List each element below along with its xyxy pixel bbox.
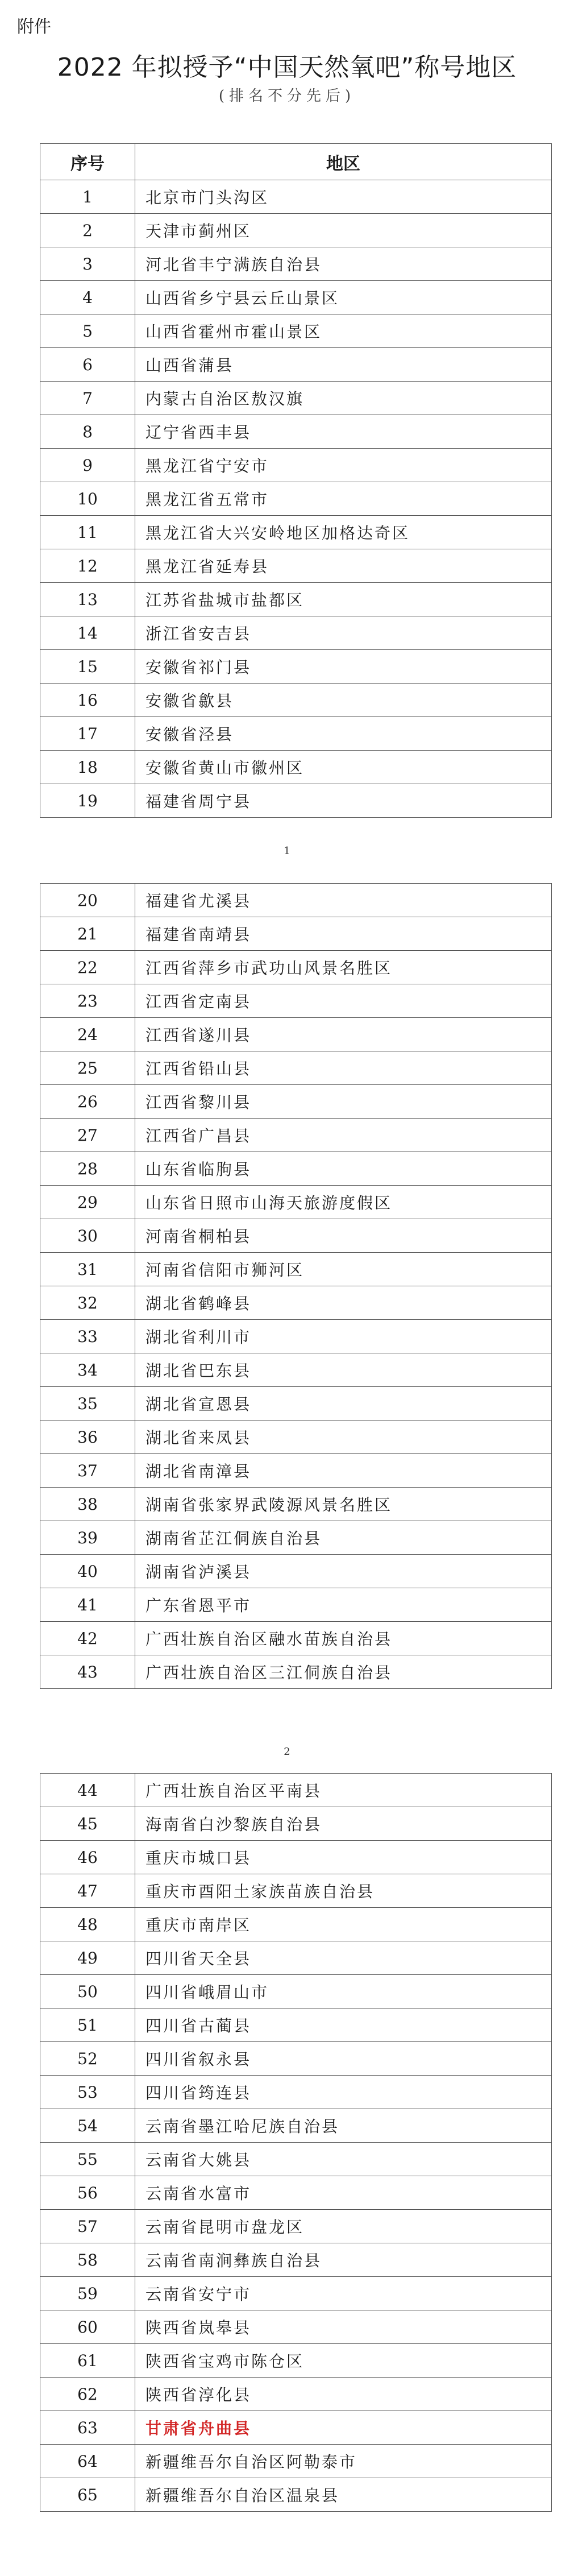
region-name: 辽宁省西丰县: [135, 415, 552, 449]
table-row: [40, 1420, 552, 1454]
row-number: 35: [40, 1387, 135, 1420]
table-row: [40, 1286, 552, 1320]
region-name: 安徽省歙县: [135, 684, 552, 717]
row-number: 12: [40, 549, 135, 583]
region-name: 广西壮族自治区三江侗族自治县: [135, 1655, 552, 1689]
row-number: 5: [40, 314, 135, 348]
page-number-1: 1: [284, 845, 290, 857]
table-row: [40, 1219, 552, 1253]
region-name: 四川省峨眉山市: [135, 1975, 552, 2008]
row-number: 29: [40, 1186, 135, 1219]
region-name: 云南省昆明市盘龙区: [135, 2210, 552, 2243]
table-row: [40, 2411, 552, 2445]
row-number: 46: [40, 1841, 135, 1874]
row-number: 36: [40, 1420, 135, 1454]
region-name: 河南省桐柏县: [135, 1219, 552, 1253]
table-header-row: [40, 144, 552, 180]
table-row: [40, 1051, 552, 1085]
region-name: 山东省日照市山海天旅游度假区: [135, 1186, 552, 1219]
region-name: 重庆市南岸区: [135, 1908, 552, 1941]
row-number: 39: [40, 1521, 135, 1555]
region-name: 新疆维吾尔自治区温泉县: [135, 2478, 552, 2512]
region-name: 福建省周宁县: [135, 784, 552, 818]
region-name: 新疆维吾尔自治区阿勒泰市: [135, 2445, 552, 2478]
region-name: 福建省南靖县: [135, 917, 552, 951]
column-header-number: 序号: [40, 144, 135, 180]
region-name: 黑龙江省大兴安岭地区加格达奇区: [135, 516, 552, 549]
table-row: [40, 2008, 552, 2042]
region-name: 云南省南涧彝族自治县: [135, 2243, 552, 2277]
region-name: 云南省安宁市: [135, 2277, 552, 2310]
region-name: 湖北省宣恩县: [135, 1387, 552, 1420]
region-name: 湖南省芷江侗族自治县: [135, 1521, 552, 1555]
row-number: 52: [40, 2042, 135, 2076]
region-name: 黑龙江省延寿县: [135, 549, 552, 583]
row-number: 65: [40, 2478, 135, 2512]
table-body-page-3: [40, 1774, 552, 2512]
table-row: [40, 1807, 552, 1841]
table-row: [40, 1588, 552, 1622]
row-number: 1: [40, 180, 135, 214]
table-row: [40, 2042, 552, 2076]
table-row: [40, 415, 552, 449]
table-row: [40, 984, 552, 1018]
table-row: [40, 1941, 552, 1975]
region-name: 云南省大姚县: [135, 2143, 552, 2176]
region-name: 江苏省盐城市盐都区: [135, 583, 552, 616]
row-number: 13: [40, 583, 135, 616]
row-number: 8: [40, 415, 135, 449]
region-name: 广东省恩平市: [135, 1588, 552, 1622]
row-number: 10: [40, 482, 135, 516]
table-row: [40, 2310, 552, 2344]
row-number: 21: [40, 917, 135, 951]
table-body-page-2: [40, 884, 552, 1689]
row-number: 49: [40, 1941, 135, 1975]
document-title: 2022 年拟授予“中国天然氧吧”称号地区: [57, 53, 517, 82]
table-row: [40, 751, 552, 784]
row-number: 41: [40, 1588, 135, 1622]
row-number: 51: [40, 2008, 135, 2042]
row-number: 26: [40, 1085, 135, 1119]
table-row: [40, 1655, 552, 1689]
table-row: [40, 2109, 552, 2143]
table-row: [40, 214, 552, 247]
table-row: [40, 348, 552, 382]
table-row: [40, 1253, 552, 1286]
table-row: [40, 516, 552, 549]
region-name: 江西省定南县: [135, 984, 552, 1018]
table-row: [40, 2277, 552, 2310]
region-name: 湖北省南漳县: [135, 1454, 552, 1488]
row-number: 18: [40, 751, 135, 784]
table-row: [40, 650, 552, 684]
row-number: 7: [40, 382, 135, 415]
row-number: 47: [40, 1874, 135, 1908]
table-row: [40, 549, 552, 583]
region-name: 海南省白沙黎族自治县: [135, 1807, 552, 1841]
row-number: 16: [40, 684, 135, 717]
page-number-2: 2: [284, 1746, 290, 1758]
row-number: 2: [40, 214, 135, 247]
table-row: [40, 684, 552, 717]
region-name: 广西壮族自治区融水苗族自治县: [135, 1622, 552, 1655]
row-number: 64: [40, 2445, 135, 2478]
table-row: [40, 1488, 552, 1521]
region-name: 云南省墨江哈尼族自治县: [135, 2109, 552, 2143]
row-number: 45: [40, 1807, 135, 1841]
region-name: 湖南省泸溪县: [135, 1555, 552, 1588]
table-row: [40, 1555, 552, 1588]
table-row: [40, 247, 552, 281]
row-number: 40: [40, 1555, 135, 1588]
row-number: 62: [40, 2378, 135, 2411]
table-row: [40, 717, 552, 751]
row-number: 3: [40, 247, 135, 281]
table-row: [40, 1521, 552, 1555]
region-name: 重庆市酉阳土家族苗族自治县: [135, 1874, 552, 1908]
row-number: 4: [40, 281, 135, 314]
table-row: [40, 2210, 552, 2243]
region-name: 江西省广昌县: [135, 1119, 552, 1152]
region-name: 黑龙江省五常市: [135, 482, 552, 516]
region-table-page-2: [40, 883, 552, 1689]
table-row: [40, 1186, 552, 1219]
region-name: 江西省萍乡市武功山风景名胜区: [135, 951, 552, 984]
region-table-page-1: [40, 143, 552, 818]
table-row: [40, 1454, 552, 1488]
row-number: 37: [40, 1454, 135, 1488]
table-row: [40, 1152, 552, 1186]
region-name: 四川省天全县: [135, 1941, 552, 1975]
column-header-region: 地区: [135, 144, 552, 180]
table-row: [40, 1622, 552, 1655]
table-row: [40, 1908, 552, 1941]
table-row: [40, 1085, 552, 1119]
table-row: [40, 784, 552, 818]
table-row: [40, 2176, 552, 2210]
row-number: 60: [40, 2310, 135, 2344]
row-number: 43: [40, 1655, 135, 1689]
table-row: [40, 180, 552, 214]
region-name: 湖北省利川市: [135, 1320, 552, 1353]
row-number: 19: [40, 784, 135, 818]
row-number: 22: [40, 951, 135, 984]
table-row: [40, 2445, 552, 2478]
region-name: 重庆市城口县: [135, 1841, 552, 1874]
region-name: 甘肃省舟曲县: [135, 2411, 552, 2445]
table-row: [40, 382, 552, 415]
row-number: 55: [40, 2143, 135, 2176]
region-name: 山西省乡宁县云丘山景区: [135, 281, 552, 314]
row-number: 42: [40, 1622, 135, 1655]
region-table-page-3: [40, 1773, 552, 2512]
region-name: 江西省铅山县: [135, 1051, 552, 1085]
row-number: 50: [40, 1975, 135, 2008]
row-number: 61: [40, 2344, 135, 2378]
row-number: 32: [40, 1286, 135, 1320]
table-row: [40, 1387, 552, 1420]
table-row: [40, 2076, 552, 2109]
region-name: 湖南省张家界武陵源风景名胜区: [135, 1488, 552, 1521]
row-number: 9: [40, 449, 135, 482]
table-row: [40, 1018, 552, 1051]
attachment-label: 附件: [17, 17, 51, 37]
region-name: 安徽省黄山市徽州区: [135, 751, 552, 784]
table-row: [40, 314, 552, 348]
table-row: [40, 1841, 552, 1874]
row-number: 24: [40, 1018, 135, 1051]
region-name: 四川省筠连县: [135, 2076, 552, 2109]
row-number: 38: [40, 1488, 135, 1521]
row-number: 48: [40, 1908, 135, 1941]
table-row: [40, 1119, 552, 1152]
row-number: 44: [40, 1774, 135, 1807]
table-body-page-1: [40, 180, 552, 818]
region-name: 天津市蓟州区: [135, 214, 552, 247]
row-number: 63: [40, 2411, 135, 2445]
row-number: 14: [40, 616, 135, 650]
table-row: [40, 1975, 552, 2008]
row-number: 6: [40, 348, 135, 382]
row-number: 15: [40, 650, 135, 684]
region-name: 山东省临朐县: [135, 1152, 552, 1186]
table-row: [40, 2143, 552, 2176]
table-row: [40, 917, 552, 951]
table-row: [40, 884, 552, 917]
region-name: 北京市门头沟区: [135, 180, 552, 214]
row-number: 34: [40, 1353, 135, 1387]
region-name: 陕西省宝鸡市陈仓区: [135, 2344, 552, 2378]
row-number: 53: [40, 2076, 135, 2109]
row-number: 23: [40, 984, 135, 1018]
row-number: 17: [40, 717, 135, 751]
row-number: 28: [40, 1152, 135, 1186]
region-name: 四川省古蔺县: [135, 2008, 552, 2042]
row-number: 31: [40, 1253, 135, 1286]
table-row: [40, 482, 552, 516]
table-row: [40, 281, 552, 314]
region-name: 广西壮族自治区平南县: [135, 1774, 552, 1807]
region-name: 浙江省安吉县: [135, 616, 552, 650]
region-name: 内蒙古自治区敖汉旗: [135, 382, 552, 415]
region-name: 河北省丰宁满族自治县: [135, 247, 552, 281]
table-row: [40, 583, 552, 616]
table-row: [40, 616, 552, 650]
region-name: 河南省信阳市狮河区: [135, 1253, 552, 1286]
table-row: [40, 2344, 552, 2378]
region-name: 安徽省祁门县: [135, 650, 552, 684]
region-name: 江西省遂川县: [135, 1018, 552, 1051]
region-name: 陕西省淳化县: [135, 2378, 552, 2411]
region-name: 四川省叙永县: [135, 2042, 552, 2076]
row-number: 57: [40, 2210, 135, 2243]
table-row: [40, 1353, 552, 1387]
region-name: 云南省水富市: [135, 2176, 552, 2210]
table-row: [40, 1774, 552, 1807]
region-name: 山西省蒲县: [135, 348, 552, 382]
table-row: [40, 951, 552, 984]
row-number: 54: [40, 2109, 135, 2143]
region-name: 湖北省巴东县: [135, 1353, 552, 1387]
row-number: 30: [40, 1219, 135, 1253]
table-row: [40, 1320, 552, 1353]
region-name: 湖北省鹤峰县: [135, 1286, 552, 1320]
row-number: 56: [40, 2176, 135, 2210]
region-name: 山西省霍州市霍山景区: [135, 314, 552, 348]
region-name: 湖北省来凤县: [135, 1420, 552, 1454]
region-name: 福建省尤溪县: [135, 884, 552, 917]
row-number: 11: [40, 516, 135, 549]
row-number: 59: [40, 2277, 135, 2310]
row-number: 20: [40, 884, 135, 917]
row-number: 58: [40, 2243, 135, 2277]
row-number: 33: [40, 1320, 135, 1353]
region-name: 江西省黎川县: [135, 1085, 552, 1119]
document-subtitle: (排名不分先后): [218, 88, 356, 105]
region-name: 陕西省岚皋县: [135, 2310, 552, 2344]
row-number: 25: [40, 1051, 135, 1085]
table-row: [40, 2378, 552, 2411]
row-number: 27: [40, 1119, 135, 1152]
table-row: [40, 449, 552, 482]
table-row: [40, 1874, 552, 1908]
table-row: [40, 2478, 552, 2512]
table-row: [40, 2243, 552, 2277]
region-name: 黑龙江省宁安市: [135, 449, 552, 482]
region-name: 安徽省泾县: [135, 717, 552, 751]
